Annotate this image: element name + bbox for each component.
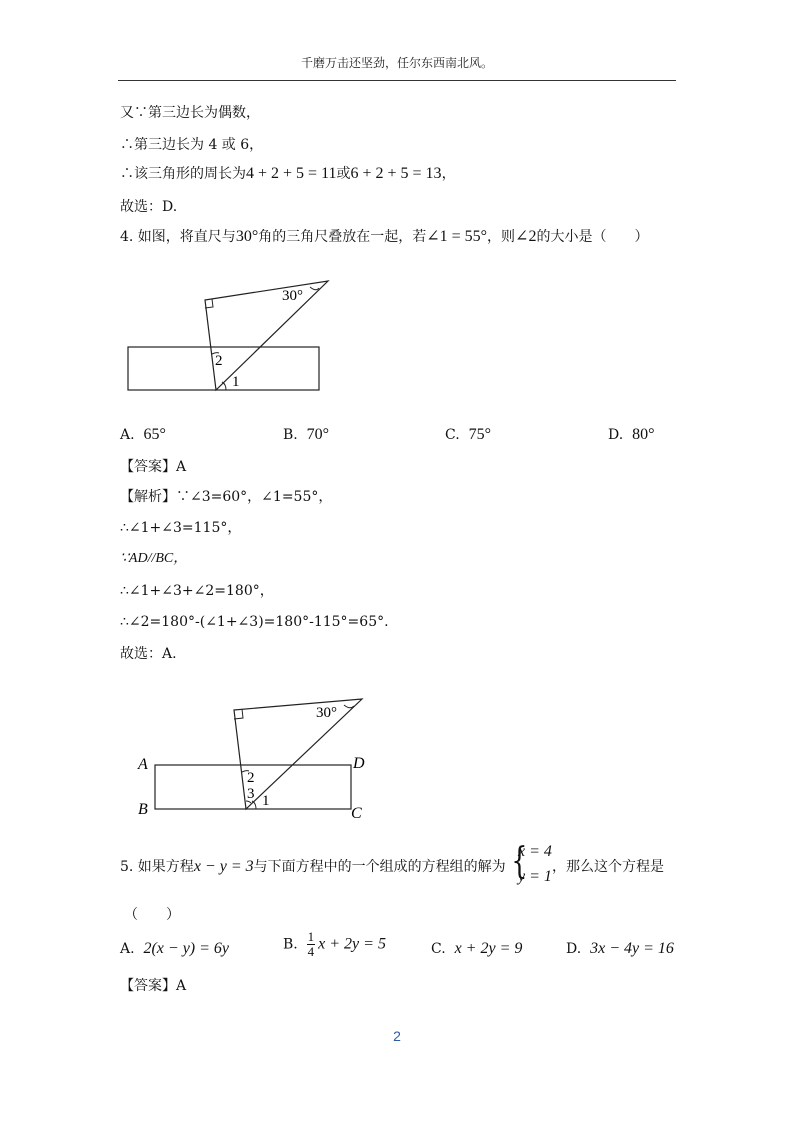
fig1-label-30: 30° bbox=[282, 288, 303, 304]
q5-option-d bbox=[566, 940, 674, 958]
q4-option-a bbox=[120, 426, 166, 444]
q4-analysis-5: ∴∠2=180°-(∠1+∠3)=180°-115°=65°. bbox=[120, 614, 389, 630]
prev-line-3-or: 或 bbox=[336, 166, 351, 182]
answer-tag: 【答案】 bbox=[120, 978, 176, 994]
q5-option-a bbox=[120, 940, 229, 958]
prev-line-2: ∴第三边长为 4 或 6， bbox=[120, 137, 264, 153]
prev-line-3 bbox=[120, 165, 456, 183]
fig2-point-D: D bbox=[353, 755, 365, 772]
header-rule bbox=[118, 80, 676, 81]
option-value: 75° bbox=[468, 426, 491, 443]
q4-stem-g: 的大小是（ ） bbox=[536, 229, 649, 245]
q4-option-c bbox=[445, 426, 491, 444]
option-letter: C. bbox=[445, 427, 460, 443]
q5-answer bbox=[120, 977, 186, 995]
answer-value: A bbox=[176, 459, 187, 475]
prev-line-4: 故选：D. bbox=[120, 199, 178, 215]
q4-angle-1-eq: ∠1 = 55° bbox=[426, 228, 488, 245]
option-value: 3x − 4y = 16 bbox=[590, 940, 674, 957]
answer-value: A bbox=[176, 978, 187, 994]
q4-analysis-6: 故选：A. bbox=[120, 646, 177, 662]
header-motto: 千磨万击还坚劲，任尔东西南北风。 bbox=[300, 56, 493, 70]
q5-equation: x − y = 3 bbox=[193, 858, 254, 875]
q4-angle-2: ∠2 bbox=[515, 228, 537, 245]
page-number: 2 bbox=[393, 1028, 401, 1044]
q4-stem-a: 4. 如图，将直尺与 bbox=[120, 229, 236, 245]
option-letter: C. bbox=[431, 941, 446, 957]
option-value: x + 2y = 5 bbox=[318, 935, 386, 953]
q4-answer bbox=[120, 458, 186, 476]
perimeter-eq-1: 4 + 2 + 5 = 11 bbox=[246, 165, 337, 182]
fig2-label-1: 1 bbox=[262, 793, 270, 809]
perimeter-eq-2: 6 + 2 + 5 = 13 bbox=[350, 165, 442, 182]
fraction-num: 1 bbox=[307, 929, 315, 944]
fig2-label-30: 30° bbox=[316, 705, 337, 721]
prev-line-1: 又∵第三边长为偶数， bbox=[120, 105, 260, 121]
q5-stem-a: 5. 如果方程 bbox=[120, 859, 194, 875]
q4-figure-2 bbox=[134, 688, 374, 828]
option-letter: A. bbox=[120, 941, 135, 957]
option-letter: A. bbox=[120, 427, 135, 443]
q5-stem bbox=[120, 858, 506, 876]
system-eq-1: x = 4 bbox=[518, 843, 552, 860]
option-value: 65° bbox=[143, 426, 166, 443]
q4-stem-e: ，则 bbox=[487, 229, 516, 245]
fig2-label-2: 2 bbox=[247, 770, 255, 786]
option-letter: B. bbox=[283, 936, 298, 953]
q4-analysis-4: ∴∠1+∠3+∠2=180°， bbox=[120, 583, 274, 599]
analysis-text: ∵∠3=60°，∠1=55°， bbox=[176, 489, 333, 505]
fig2-point-C: C bbox=[351, 805, 362, 822]
system-eq-2: y = 1 bbox=[518, 868, 552, 885]
q5-stem-b: 与下面方程中的一个组成的方程组的解为 bbox=[253, 859, 506, 875]
q5-option-c bbox=[431, 940, 522, 958]
option-value: 70° bbox=[306, 426, 330, 443]
q4-option-d bbox=[608, 426, 655, 444]
fig2-point-B: B bbox=[138, 801, 148, 818]
option-letter: D. bbox=[608, 427, 624, 443]
q4-stem-c: 角的三角尺叠放在一起，若 bbox=[258, 229, 427, 245]
q5-stem-c: ，那么这个方程是 bbox=[552, 859, 664, 875]
option-letter: D. bbox=[566, 941, 582, 957]
fig2-label-3: 3 bbox=[247, 786, 255, 802]
option-letter: B. bbox=[283, 427, 298, 443]
q4-stem bbox=[120, 228, 648, 246]
triangle bbox=[205, 281, 328, 390]
fraction bbox=[307, 930, 316, 959]
analysis-tag: 【解析】 bbox=[120, 489, 176, 505]
q4-figure-1 bbox=[120, 272, 340, 400]
q5-option-b bbox=[283, 930, 386, 959]
fig1-label-2: 2 bbox=[215, 353, 223, 369]
answer-tag: 【答案】 bbox=[120, 459, 176, 475]
prev-line-3-pre: ∴该三角形的周长为 bbox=[120, 166, 246, 182]
q5-paren: （ ） bbox=[124, 907, 180, 923]
fraction-den: 4 bbox=[307, 944, 315, 959]
option-value: x + 2y = 9 bbox=[454, 940, 523, 957]
prev-line-3-post: ， bbox=[441, 166, 456, 182]
q4-analysis-1 bbox=[120, 488, 332, 506]
q4-option-b bbox=[283, 426, 329, 444]
brace-icon: { bbox=[511, 841, 528, 882]
option-value: 2(x − y) = 6y bbox=[143, 940, 230, 957]
arc-30 bbox=[310, 287, 319, 290]
arc-30 bbox=[344, 705, 354, 708]
fig1-label-1: 1 bbox=[232, 374, 240, 390]
q4-analysis-3: ∵AD//BC， bbox=[120, 551, 188, 566]
option-value: 80° bbox=[632, 426, 655, 443]
fig2-point-A: A bbox=[138, 756, 148, 773]
q4-analysis-2: ∴∠1+∠3=115°， bbox=[120, 520, 242, 536]
q4-angle-30: 30° bbox=[235, 228, 259, 245]
